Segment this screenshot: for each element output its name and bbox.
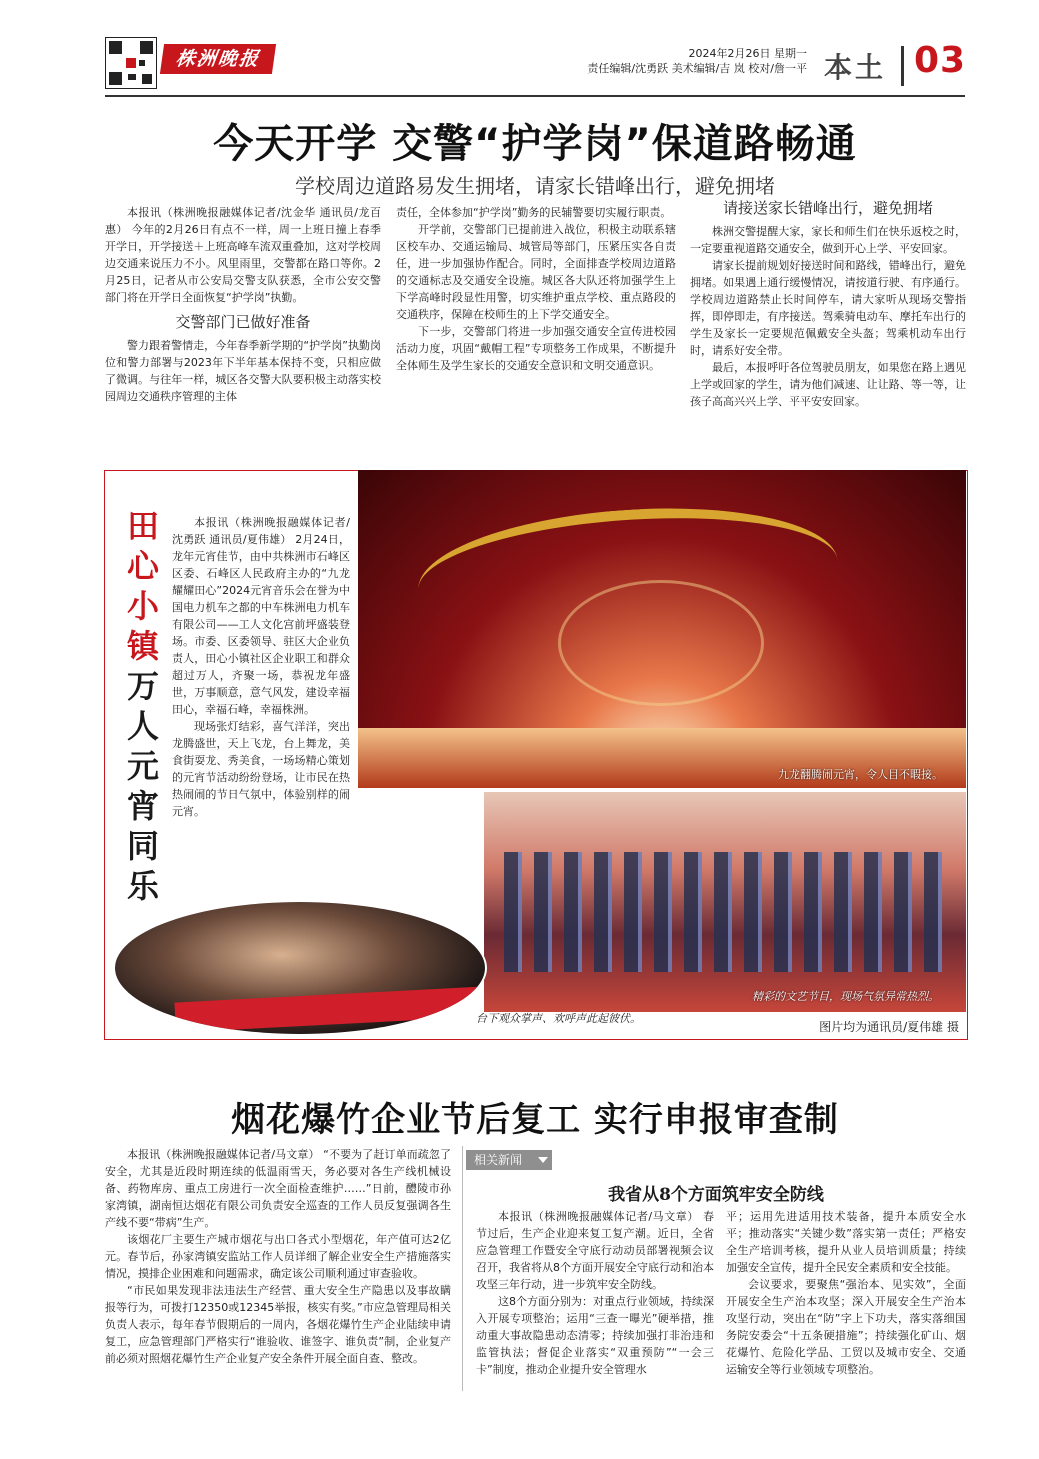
performance-photo-caption: 精彩的文艺节目，现场气氛异常热烈。 — [752, 990, 939, 1003]
paragraph: 本报讯（株洲晚报融媒体记者/沈金华 通讯员/龙百惠） 今年的2月26日有点不一样，周一上班日撞上春季开学日，开学接送＋上班高峰车流双重叠加，这对学校周边交通来说压力不小。风里雨里，交警都在路口等你。2月25日，记者从市公安局交警支队获悉，全市公安交警部门将在开学日全面恢复“护学岗”执勤。 — [105, 206, 381, 304]
article1-column-2 — [396, 204, 676, 374]
audience-photo-caption: 台下观众掌声、欢呼声此起彼伏。 — [476, 1012, 641, 1025]
article1-subhead: 学校周边道路易发生拥堵，请家长错峰出行，避免拥堵 — [295, 174, 775, 198]
audience-photo — [113, 900, 487, 1036]
article2-column-1 — [105, 1146, 451, 1367]
paragraph: 开学前，交警部门已提前进入战位，积极主动联系辖区校车办、交通运输局、城管局等部门，压紧压实各自责任，进一步加强协作配合。同时，全面排查学校周边道路的交通标志及交通安全设施。城区各大队还将加强学生上下学高峰时段显性用警，切实维护重点学校、重点路段的交通秩序，保障在校师生的上下学交通安全。 — [396, 223, 676, 321]
paragraph: 本报讯（株洲晚报融媒体记者/沈勇跃 通讯员/夏伟雄） 2月24日，龙年元宵佳节，由中共株洲市石峰区区委、石峰区人民政府主办的“九龙耀耀田心”2024元宵音乐会在誉为中国电力机车之都的中车株洲电力机车有限公司——工人文化宫前坪盛装登场。市委、区委领导、驻区大企业负责人，田心小镇社区企业职工和群众超过万人，齐聚一场，恭祝龙年盛世，万事顺意，意气风发，建设幸福田心，幸福石峰，幸福株洲。 — [172, 516, 350, 716]
qr-code — [105, 37, 157, 89]
article2-headline: 烟花爆竹企业节后复工 实行申报审查制 — [231, 1100, 839, 1140]
paragraph: 本报讯（株洲晚报融媒体记者/马文章） 春节过后，生产企业迎来复工复产潮。近日，全省应急管理工作暨安全守底行动动员部署视频会议召开，我省将从8个方面开展安全守底行动和治本攻坚三年行动，进一步筑牢安全防线。 — [476, 1210, 714, 1291]
related-news-tag — [466, 1150, 552, 1170]
issue-date: 2024年2月26日 星期一 — [688, 47, 807, 60]
paragraph: 下一步，交警部门将进一步加强交通安全宣传进校园活动力度，巩固“戴帽工程”专项整务工作成果，不断提升全体师生及学生家长的交通安全意识和文明交通意识。 — [396, 325, 676, 372]
paragraph: 平；运用先进适用技术装备，提升本质安全水平；推动落实“关键少数”落实第一责任；严格安全生产培训考核，提升从业人员培训质量；持续加强安全宣传，提升全民安全素质和安全技能。 — [726, 1210, 966, 1274]
dragon-dance-photo — [358, 470, 966, 788]
dateline — [587, 46, 807, 76]
feature-title-red: 田心小镇 — [126, 507, 159, 665]
paragraph: 现场张灯结彩，喜气洋洋，突出龙腾盛世，天上飞龙，台上舞龙，美食街耍龙、秀美食，一场场精心策划的元宵节活动纷纷登场，让市民在热热闹闹的节日气氛中，体验别样的闹元宵。 — [172, 720, 350, 818]
paragraph: 最后，本报呼吁各位驾驶员朋友，如果您在路上遇见上学或回家的学生，请为他们减速、让让路、等一等，让孩子高高兴兴上学、平平安安回家。 — [690, 361, 966, 408]
paragraph: 警力跟着警情走，今年春季新学期的“护学岗”执勤岗位和警力部署与2023年下半年基本保持不变，只相应做了微调。与往年一样，城区各交警大队要积极主动落实校园周边交通秩序管理的主体 — [105, 339, 381, 403]
paragraph: 请家长提前规划好接送时间和路线，错峰出行，避免拥堵。如果遇上通行缓慢情况，请按道行驶、有序通行。学校周边道路禁止长时间停车，请大家听从现场交警指挥，即停即走，有序接送。驾乘骑电动车、摩托车出行的学生及家长一定要规范佩戴安全头盔；驾乘机动车出行时，请系好安全带。 — [690, 259, 966, 357]
masthead-rule — [105, 95, 965, 97]
paragraph: 这8个方面分别为：对重点行业领域，持续深入开展专项整治；运用“三查一曝光”硬举措，推动重大事故隐患动态清零；持续加强打非治违和监管执法；督促企业落实“双重预防”“一会三卡”制度，推动企业提升安全管理水 — [476, 1295, 714, 1376]
paragraph: 该烟花厂主要生产城市烟花与出口各式小型烟花，年产值可达2亿元。春节后，孙家湾镇安监站工作人员详细了解企业安全生产措施落实情况，摸排企业困难和问题需求，确定该公司顺利通过审查验收。 — [105, 1233, 451, 1280]
photo-credit: 图片均为通讯员/夏伟雄 摄 — [819, 1020, 959, 1034]
page-number: 03 — [914, 40, 967, 81]
article2-column-2 — [476, 1208, 714, 1378]
paragraph: 株洲交警提醒大家，家长和师生们在快乐返校之时，一定要重视道路交通安全，做到开心上学、平安回家。 — [690, 225, 966, 255]
paragraph: 会议要求，要聚焦“强治本、见实效”，全面开展安全生产治本攻坚；深入开展安全生产治本攻坚行动，突出在“防”字上下功夫，落实落细国务院安委会“十五条硬措施”；持续强化矿山、烟花爆竹、危险化学品、工贸以及城市安全、交通运输安全等行业领域专项整治。 — [726, 1278, 966, 1376]
related-news-headline: 我省从8个方面筑牢安全防线 — [608, 1185, 824, 1205]
chevron-down-icon — [538, 1157, 548, 1163]
newspaper-logo: 株洲晚报 — [160, 44, 276, 74]
article1-column-1 — [105, 204, 381, 405]
article1-headline: 今天开学 交警“护学岗”保道路畅通 — [213, 121, 857, 167]
article1-subheading-2: 请接送家长错峰出行，避免拥堵 — [722, 199, 933, 217]
feature-title-black: 万人元宵同乐 — [126, 667, 159, 905]
article1-column-3 — [690, 200, 966, 410]
related-news-label: 相关新闻 — [474, 1153, 523, 1167]
paragraph: 责任，全体参加“护学岗”勤务的民辅警要切实履行职责。 — [396, 206, 672, 219]
article2-column-3 — [726, 1208, 966, 1378]
article1-subheading-1: 交警部门已做好准备 — [175, 313, 311, 331]
paragraph: 本报讯（株洲晚报融媒体记者/马文章） “不要为了赶订单而疏忽了安全，尤其是近段时期连续的低温雨雪天，务必要对各生产线机械设备、药物库房、重点工房进行一次全面检查维护……”日前，醴陵市孙家湾镇，湖南恒达烟花有限公司负责安全巡查的工作人员反复强调各生产线不要“带病”生产。 — [105, 1148, 451, 1229]
column-divider — [462, 1146, 463, 1391]
feature-title — [118, 506, 168, 906]
feature-body — [172, 514, 350, 820]
paragraph: “市民如果发现非法违法生产经营、重大安全生产隐患以及事故瞒报等行为，可拨打12350或12345举报，核实有奖。”市应急管理局相关负责人表示，每年春节假期后的一周内，各烟花爆竹生产企业陆续申请复工，应急管理部门严格实行“谁验收、谁签字、谁负责”制，企业复产前必须对照烟花爆竹生产企业复产安全条件开展全面自查、整改。 — [105, 1284, 451, 1365]
dragon-photo-caption: 九龙翻腾闹元宵，令人目不暇接。 — [778, 768, 943, 781]
section-divider — [901, 46, 904, 86]
stage-performance-photo — [484, 792, 966, 1012]
section-name: 本土 — [824, 51, 887, 84]
editors-line: 责任编辑/沈勇跃 美术编辑/吉 岚 校对/詹一平 — [587, 62, 807, 75]
